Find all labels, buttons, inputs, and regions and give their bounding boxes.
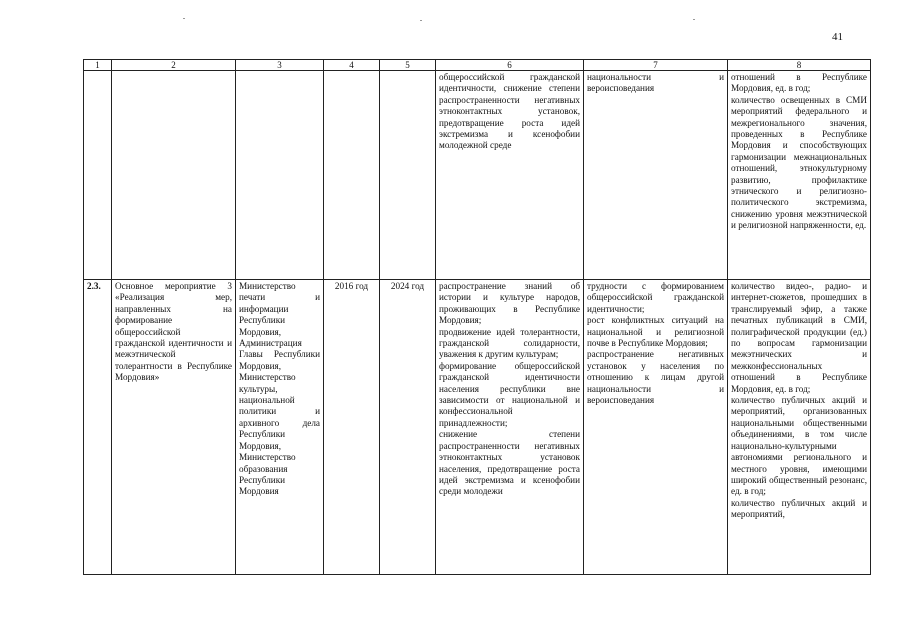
cell-results: распространение знаний об истории и культуре народов, проживающих в Республике Мордовия; продвижение идей толерантности, гражданской солидарности, уважения к другим культурам; формирование общероссийской гражданской идентичности населения республики вне зависимости от национальной и конфессиональной принадлежности; снижение степени распространенности негативных этноконтактных установок населения, предотвращение роста идей экстремизма и ксенофобии среди молодежи [436, 280, 584, 575]
column-number: 4 [324, 60, 380, 71]
cell-indicators: количество видео-, радио- и интернет-сюжетов, прошедших в транслируемый эфир, а также печатных публикаций в СМИ, полиграфической продукции (ед.) по вопросам гармонизации межэтнических и межконфессиональных отношений в Республике Мордовия, ед. в год; количество публичных акций и мероприятий, организованных национальными общественными объединениями, в том числе национально-культурными автономиями регионального и местного уровня, имеющими широкий общественный резонанс, ед. в год; количество публичных акций и мероприятий, [728, 280, 871, 575]
cell-executors [236, 71, 324, 280]
cell-start: 2016 год [324, 280, 380, 575]
cell-measure: Основное мероприятие 3 «Реализация мер, направленных на формирование общероссийской гражданской идентичности и межэтнической толерантности в Республике Мордовия» [112, 280, 236, 575]
column-number: 7 [584, 60, 728, 71]
column-number: 6 [436, 60, 584, 71]
cell-number [84, 71, 112, 280]
programme-table [83, 59, 871, 575]
table-row-2-3 [84, 280, 871, 575]
cell-consequences: трудности с формированием общероссийской гражданской идентичности; рост конфликтных ситуаций на национальной и религиозной почве в Республике Мордовия; распространение негативных установок у населения по отношению к лицам другой национальности и вероисповедания [584, 280, 728, 575]
cell-measure [112, 71, 236, 280]
column-number: 5 [380, 60, 436, 71]
cell-executors: Министерство печати и информации Республики Мордовия, Администрация Главы Республики Мордовия, Министерство культуры, национальной политики и архивного дела Республики Мордовия, Министерство образования Республики Мордовия [236, 280, 324, 575]
column-number: 2 [112, 60, 236, 71]
scan-speck [693, 19, 695, 20]
scan-speck [420, 20, 422, 21]
cell-indicators: отношений в Республике Мордовия, ед. в год; количество освещенных в СМИ мероприятий федерального и межрегионального значения, проведенных в Республике Мордовия и способствующих гармонизации межнациональных отношений, этнокультурному развитию, профилактике этнического и религиозно-политического экстремизма, снижению уровня межэтнической и религиозной напряженности, ед. [728, 71, 871, 280]
table-row-continuation [84, 71, 871, 280]
column-number: 8 [728, 60, 871, 71]
scan-speck [183, 18, 185, 19]
cell-results: общероссийской гражданской идентичности, снижение степени распространенности негативных этноконтактных установок, предотвращение роста идей экстремизма и ксенофобии молодежной среде [436, 71, 584, 280]
cell-number: 2.3. [84, 280, 112, 575]
page-number: 41 [832, 31, 843, 43]
cell-end: 2024 год [380, 280, 436, 575]
cell-consequences: национальности и вероисповедания [584, 71, 728, 280]
column-number: 3 [236, 60, 324, 71]
cell-end [380, 71, 436, 280]
cell-start [324, 71, 380, 280]
column-number: 1 [84, 60, 112, 71]
column-number-row [84, 60, 871, 71]
